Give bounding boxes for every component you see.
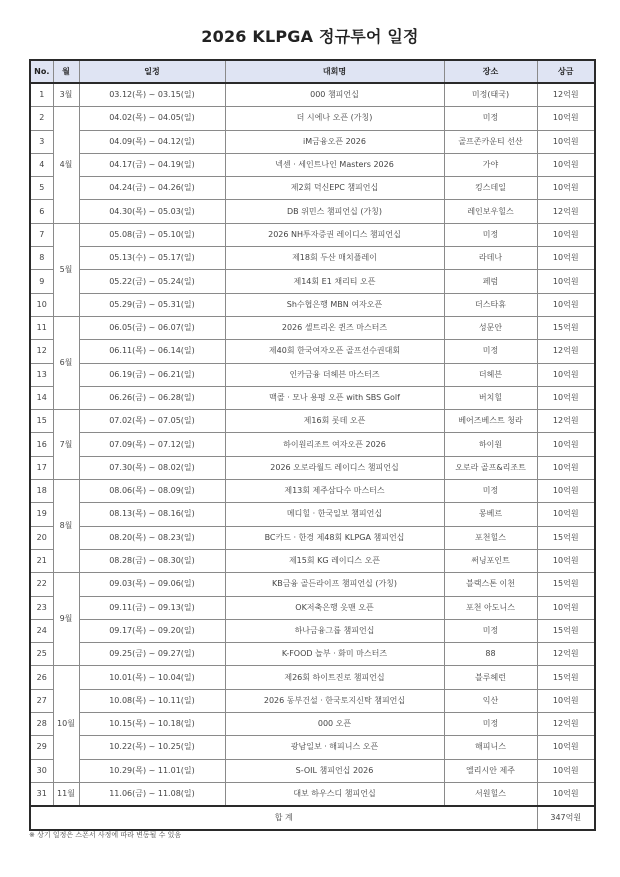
row-date: 08.13(목) ~ 08.16(일)	[79, 503, 225, 526]
row-venue: 미정(태국)	[444, 83, 537, 107]
row-prize: 12억원	[537, 340, 595, 363]
row-prize: 12억원	[537, 713, 595, 736]
row-date: 06.26(금) ~ 06.28(일)	[79, 386, 225, 409]
row-tournament-name: 2026 오로라월드 레이디스 챔피언십	[225, 456, 444, 479]
row-venue: 미정	[444, 223, 537, 246]
footnote: ※ 상기 일정은 스폰서 사정에 따라 변동될 수 있음	[29, 831, 182, 839]
row-venue: 미정	[444, 107, 537, 130]
row-venue: 엘리시안 제주	[444, 759, 537, 782]
row-month: 10월	[53, 666, 79, 782]
row-no: 11	[30, 316, 53, 339]
row-no: 31	[30, 782, 53, 806]
row-tournament-name: 넥센 · 세인트나인 Masters 2026	[225, 153, 444, 176]
row-venue: 더스타휴	[444, 293, 537, 316]
table-row	[30, 619, 595, 642]
row-prize: 15억원	[537, 526, 595, 549]
row-date: 07.30(목) ~ 08.02(일)	[79, 456, 225, 479]
row-date: 10.08(목) ~ 10.11(일)	[79, 689, 225, 712]
row-no: 23	[30, 596, 53, 619]
table-header-row	[30, 60, 595, 83]
row-month: 8월	[53, 480, 79, 573]
row-no: 16	[30, 433, 53, 456]
row-venue: 포천힐스	[444, 526, 537, 549]
row-venue: 레인보우힐스	[444, 200, 537, 223]
table-row	[30, 456, 595, 479]
table-row	[30, 759, 595, 782]
row-venue: 킹스데일	[444, 177, 537, 200]
row-prize: 10억원	[537, 223, 595, 246]
row-no: 30	[30, 759, 53, 782]
row-venue: 써닝포인트	[444, 549, 537, 572]
table-row	[30, 363, 595, 386]
row-venue: 베어즈베스트 청라	[444, 410, 537, 433]
header-venue: 장소	[444, 60, 537, 83]
table-row	[30, 200, 595, 223]
row-date: 10.15(목) ~ 10.18(일)	[79, 713, 225, 736]
table-row	[30, 177, 595, 200]
row-tournament-name: 제40회 한국여자오픈 골프선수권대회	[225, 340, 444, 363]
row-tournament-name: 제2회 덕신EPC 챔피언십	[225, 177, 444, 200]
row-date: 09.17(목) ~ 09.20(일)	[79, 619, 225, 642]
row-no: 14	[30, 386, 53, 409]
row-month: 11월	[53, 782, 79, 806]
row-no: 13	[30, 363, 53, 386]
row-no: 12	[30, 340, 53, 363]
row-tournament-name: DB 위민스 챔피언십 (가칭)	[225, 200, 444, 223]
row-no: 27	[30, 689, 53, 712]
table-row	[30, 153, 595, 176]
row-tournament-name: K-FOOD 놀부 · 화미 마스터즈	[225, 643, 444, 666]
table-row	[30, 83, 595, 107]
row-date: 05.22(금) ~ 05.24(일)	[79, 270, 225, 293]
row-venue: 성문안	[444, 316, 537, 339]
row-tournament-name: 제14회 E1 채리티 오픈	[225, 270, 444, 293]
table-row	[30, 340, 595, 363]
row-prize: 15억원	[537, 619, 595, 642]
row-tournament-name: 제15회 KG 레이디스 오픈	[225, 549, 444, 572]
row-no: 10	[30, 293, 53, 316]
table-row	[30, 410, 595, 433]
row-venue: 가야	[444, 153, 537, 176]
row-tournament-name: 제13회 제주삼다수 마스터스	[225, 480, 444, 503]
row-prize: 10억원	[537, 293, 595, 316]
row-tournament-name: Sh수협은행 MBN 여자오픈	[225, 293, 444, 316]
row-venue: 버치힐	[444, 386, 537, 409]
row-tournament-name: BC카드 · 한경 제48회 KLPGA 챔피언십	[225, 526, 444, 549]
row-no: 2	[30, 107, 53, 130]
row-date: 08.20(목) ~ 08.23(일)	[79, 526, 225, 549]
row-date: 04.02(목) ~ 04.05(일)	[79, 107, 225, 130]
row-no: 15	[30, 410, 53, 433]
row-prize: 10억원	[537, 689, 595, 712]
total-value: 347억원	[537, 806, 595, 830]
row-prize: 10억원	[537, 759, 595, 782]
header-date: 일정	[79, 60, 225, 83]
row-month: 7월	[53, 410, 79, 480]
row-prize: 12억원	[537, 83, 595, 107]
row-prize: 10억원	[537, 153, 595, 176]
row-prize: 10억원	[537, 503, 595, 526]
table-row	[30, 596, 595, 619]
table-row	[30, 573, 595, 596]
row-prize: 10억원	[537, 363, 595, 386]
row-prize: 10억원	[537, 456, 595, 479]
row-tournament-name: 제26회 하이트진로 챔피언십	[225, 666, 444, 689]
row-venue: 포천 아도니스	[444, 596, 537, 619]
row-tournament-name: 하나금융그룹 챔피언십	[225, 619, 444, 642]
header-tournament-name: 대회명	[225, 60, 444, 83]
row-prize: 10억원	[537, 433, 595, 456]
table-row	[30, 643, 595, 666]
page-title: 2026 KLPGA 정규투어 일정	[201, 27, 419, 46]
row-date: 05.29(금) ~ 05.31(일)	[79, 293, 225, 316]
row-tournament-name: 하이원리조트 여자오픈 2026	[225, 433, 444, 456]
row-tournament-name: iM금융오픈 2026	[225, 130, 444, 153]
schedule-table	[29, 59, 596, 831]
row-tournament-name: 메디힐 · 한국일보 챔피언십	[225, 503, 444, 526]
row-prize: 10억원	[537, 596, 595, 619]
table-row	[30, 130, 595, 153]
row-prize: 10억원	[537, 549, 595, 572]
row-no: 24	[30, 619, 53, 642]
total-row	[30, 806, 595, 830]
row-date: 09.11(금) ~ 09.13(일)	[79, 596, 225, 619]
row-month: 6월	[53, 316, 79, 409]
table-row	[30, 713, 595, 736]
row-venue: 오로라 골프&리조트	[444, 456, 537, 479]
row-date: 03.12(목) ~ 03.15(일)	[79, 83, 225, 107]
row-venue: 블랙스톤 이천	[444, 573, 537, 596]
table-row	[30, 666, 595, 689]
row-venue: 익산	[444, 689, 537, 712]
row-tournament-name: 제18회 두산 매치플레이	[225, 247, 444, 270]
row-no: 4	[30, 153, 53, 176]
row-date: 04.17(금) ~ 04.19(일)	[79, 153, 225, 176]
row-no: 5	[30, 177, 53, 200]
row-date: 08.28(금) ~ 08.30(일)	[79, 549, 225, 572]
row-no: 18	[30, 480, 53, 503]
row-no: 3	[30, 130, 53, 153]
row-no: 26	[30, 666, 53, 689]
row-venue: 더헤븐	[444, 363, 537, 386]
row-date: 04.30(목) ~ 05.03(일)	[79, 200, 225, 223]
table-row	[30, 480, 595, 503]
row-tournament-name: 2026 셀트리온 퀸즈 마스터즈	[225, 316, 444, 339]
row-venue: 하이원	[444, 433, 537, 456]
row-venue: 골프존카운티 선산	[444, 130, 537, 153]
row-no: 19	[30, 503, 53, 526]
row-month: 3월	[53, 83, 79, 107]
row-date: 09.03(목) ~ 09.06(일)	[79, 573, 225, 596]
row-venue: 블루헤런	[444, 666, 537, 689]
row-no: 28	[30, 713, 53, 736]
table-row	[30, 526, 595, 549]
row-tournament-name: 000 챔피언십	[225, 83, 444, 107]
row-no: 8	[30, 247, 53, 270]
row-tournament-name: 대보 하우스디 챔피언십	[225, 782, 444, 806]
row-no: 25	[30, 643, 53, 666]
row-tournament-name: KB금융 골든라이프 챔피언십 (가칭)	[225, 573, 444, 596]
row-prize: 10억원	[537, 782, 595, 806]
row-month: 5월	[53, 223, 79, 316]
row-prize: 10억원	[537, 130, 595, 153]
table-row	[30, 107, 595, 130]
row-date: 04.24(금) ~ 04.26(일)	[79, 177, 225, 200]
table-row	[30, 689, 595, 712]
row-no: 1	[30, 83, 53, 107]
row-no: 20	[30, 526, 53, 549]
row-no: 17	[30, 456, 53, 479]
header-no: No.	[30, 60, 53, 83]
row-no: 21	[30, 549, 53, 572]
table-row	[30, 736, 595, 759]
row-date: 08.06(목) ~ 08.09(일)	[79, 480, 225, 503]
row-no: 9	[30, 270, 53, 293]
row-date: 10.29(목) ~ 11.01(일)	[79, 759, 225, 782]
row-tournament-name: 제16회 롯데 오픈	[225, 410, 444, 433]
row-date: 07.09(목) ~ 07.12(일)	[79, 433, 225, 456]
row-date: 07.02(목) ~ 07.05(일)	[79, 410, 225, 433]
row-prize: 10억원	[537, 107, 595, 130]
table-row	[30, 386, 595, 409]
row-prize: 10억원	[537, 736, 595, 759]
row-no: 22	[30, 573, 53, 596]
row-tournament-name: 000 오픈	[225, 713, 444, 736]
row-venue: 몽베르	[444, 503, 537, 526]
row-date: 09.25(금) ~ 09.27(일)	[79, 643, 225, 666]
row-tournament-name: 인카금융 더헤븐 마스터즈	[225, 363, 444, 386]
table-row	[30, 247, 595, 270]
row-venue: 페럼	[444, 270, 537, 293]
row-date: 11.06(금) ~ 11.08(일)	[79, 782, 225, 806]
row-prize: 12억원	[537, 643, 595, 666]
header-prize: 상금	[537, 60, 595, 83]
row-prize: 10억원	[537, 270, 595, 293]
table-row	[30, 503, 595, 526]
row-tournament-name: 2026 NH투자증권 레이디스 챔피언십	[225, 223, 444, 246]
schedule-body	[30, 83, 595, 806]
row-prize: 12억원	[537, 410, 595, 433]
row-no: 6	[30, 200, 53, 223]
table-row	[30, 549, 595, 572]
row-venue: 해피니스	[444, 736, 537, 759]
table-row	[30, 223, 595, 246]
row-venue: 미정	[444, 713, 537, 736]
row-tournament-name: 광남일보 · 해피니스 오픈	[225, 736, 444, 759]
row-date: 04.09(목) ~ 04.12(일)	[79, 130, 225, 153]
total-label: 합 계	[30, 806, 537, 830]
row-date: 10.01(목) ~ 10.04(일)	[79, 666, 225, 689]
row-date: 05.08(금) ~ 05.10(일)	[79, 223, 225, 246]
row-date: 05.13(수) ~ 05.17(일)	[79, 247, 225, 270]
row-tournament-name: 더 시에나 오픈 (가칭)	[225, 107, 444, 130]
row-venue: 라데나	[444, 247, 537, 270]
table-row	[30, 293, 595, 316]
table-row	[30, 270, 595, 293]
row-venue: 미정	[444, 340, 537, 363]
row-prize: 15억원	[537, 316, 595, 339]
row-prize: 10억원	[537, 480, 595, 503]
row-prize: 10억원	[537, 177, 595, 200]
row-venue: 서원힐스	[444, 782, 537, 806]
row-month: 9월	[53, 573, 79, 666]
row-date: 06.11(목) ~ 06.14(일)	[79, 340, 225, 363]
table-row	[30, 433, 595, 456]
row-prize: 10억원	[537, 247, 595, 270]
row-date: 06.19(금) ~ 06.21(일)	[79, 363, 225, 386]
row-tournament-name: OK저축은행 읏맨 오픈	[225, 596, 444, 619]
row-date: 06.05(금) ~ 06.07(일)	[79, 316, 225, 339]
row-venue: 미정	[444, 480, 537, 503]
row-date: 10.22(목) ~ 10.25(일)	[79, 736, 225, 759]
row-venue: 미정	[444, 619, 537, 642]
row-venue: 88	[444, 643, 537, 666]
row-prize: 15억원	[537, 573, 595, 596]
row-no: 29	[30, 736, 53, 759]
table-row	[30, 316, 595, 339]
row-prize: 15억원	[537, 666, 595, 689]
header-month: 월	[53, 60, 79, 83]
row-prize: 12억원	[537, 200, 595, 223]
row-month: 4월	[53, 107, 79, 223]
row-tournament-name: 맥콜 · 모나 용평 오픈 with SBS Golf	[225, 386, 444, 409]
row-no: 7	[30, 223, 53, 246]
row-prize: 10억원	[537, 386, 595, 409]
row-tournament-name: S-OIL 챔피언십 2026	[225, 759, 444, 782]
row-tournament-name: 2026 동부건설 · 한국토지신탁 챔피언십	[225, 689, 444, 712]
table-row	[30, 782, 595, 806]
